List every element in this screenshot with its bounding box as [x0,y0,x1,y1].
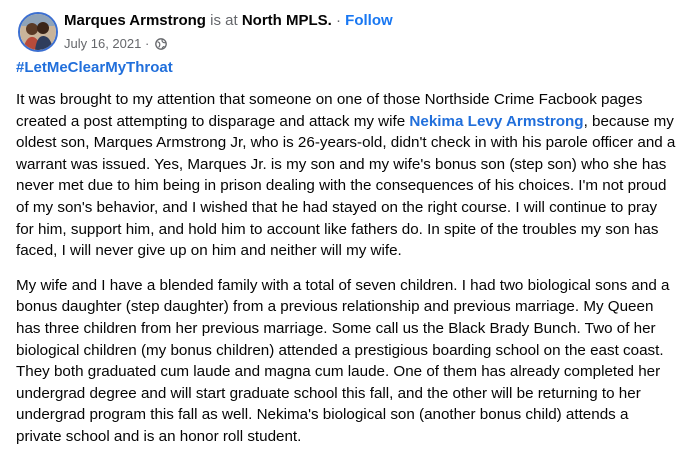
post-paragraph-2: My wife and I have a blended family with a total of seven children. I had two biological sons and a bonus daughter (step daughter) from a previous relationship and previous marriage. My Queen has three children from her previous marriage. Some call us the Black Brady Bunch. Two of her biological children (my bonus children) attended a prestigious boarding school on the east coast. They both graduated cum laude and magna cum laude. One of them has already completed her undergrad degree and will start graduate school this fall, and the other will be returning to her undergrad program this fall as well. Nekima's biological son (another bonus child) attends a private school and is an honor roll student. [16,276,670,445]
avatar[interactable] [18,12,58,52]
paragraph-1-text-before: It was brought to my attention that someone on one of those Northside Crime Facbook pages created a post attempting to disparage and attack my wife [16,91,643,130]
post-byline [64,11,393,31]
checkin-location[interactable]: North MPLS. [241,12,332,29]
author-name[interactable]: Marques Armstrong [64,12,206,29]
post-date[interactable]: July 16, 2021 [64,36,142,51]
globe-icon[interactable] [155,38,167,50]
checkin-at-text: is at [210,12,238,29]
byline-separator: · [336,12,341,29]
post-header [18,10,668,56]
meta-separator: · [144,36,150,51]
mention-link[interactable]: Nekima Levy Armstrong [409,112,584,130]
post-body [16,89,676,461]
follow-button[interactable]: Follow [345,12,393,29]
post-meta [64,35,167,53]
post-paragraph-1 [16,89,676,262]
profile-photo-icon [20,14,56,50]
hashtag-link[interactable]: #LetMeClearMyThroat [16,59,173,76]
paragraph-1-text-after: , because my oldest son, Marques Armstrong Jr, who is 26-years-old, didn't check in with his parole officer and a warrant was issued. Yes, Marques Jr. is my son and my wife's bonus son (step son) who she has never met due to him being in prison dealing with the consequences of his choices. I'm not proud of my son's behavior, and I wished that he had stayed on the right course. I will continue to pray for him, support him, and hold him to account like fathers do. In spite of the troubles my son has faced, I will never give up on him and neither will my wife. [16,112,676,260]
